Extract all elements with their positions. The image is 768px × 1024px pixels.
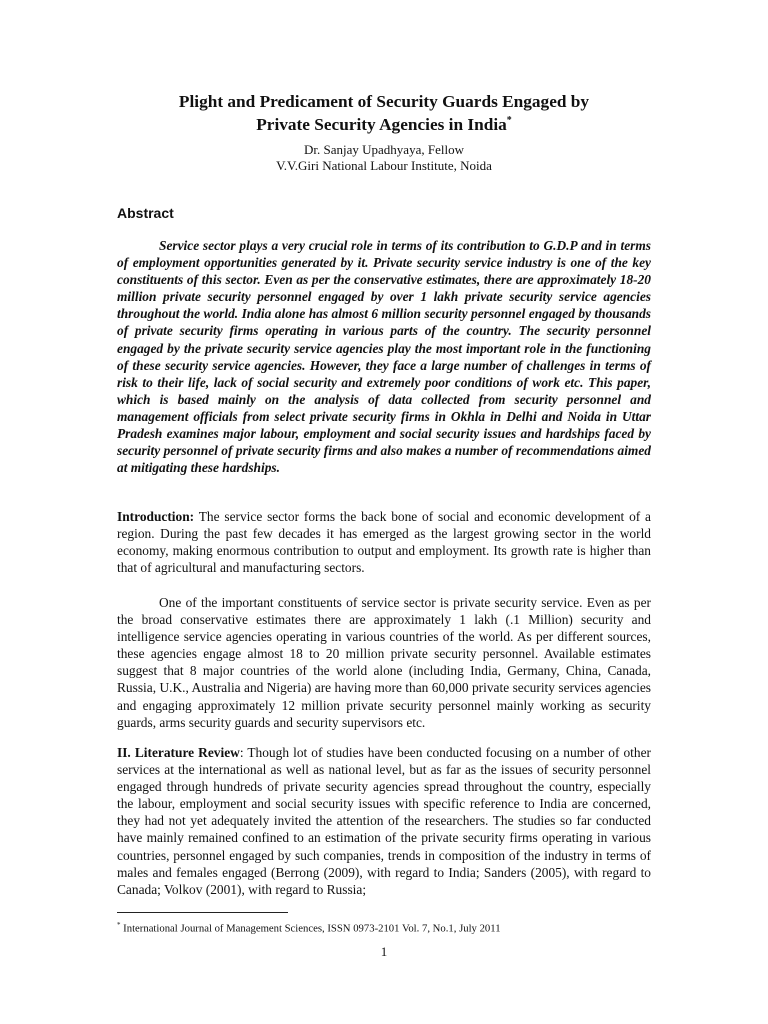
literature-review-text: : Though lot of studies have been conducted focusing on a number of other services at the international as well as national level, but as far as the issues of security personnel engaged through hundreds of private security agencies spread throughout the country, especially the labour, employment and social security issues with specific reference to India are concerned, they had not yet adequately invited the attention of the researchers. The studies so far conducted have mainly remained confined to an estimation of the private security firms operating in various countries, personnel engaged by such companies, trends in composition of the industry in terms of males and females engaged (Berrong (2009), with regard to India; Sanders (2005), with regard to Canada; Volkov (2001), with regard to Russia; [117,745,651,897]
abstract-body: Service sector plays a very crucial role in terms of its contribution to G.D.P and in terms of employment opportunities generated by it. Private security service industry is one of the key constituents of this sector. Even as per the conservative estimates, there are approximately 18-20 million private security personnel engaged by over 1 lakh private security service agencies throughout the world. India alone has almost 6 million security personnel engaged by thousands of private security firms operating in various parts of the country. The security personnel engaged by the private security service agencies play the most important role in the functioning of these security service agencies. However, they face a large number of challenges in terms of risk to their life, lack of social security and extremely poor conditions of work etc. This paper, which is based mainly on the analysis of data collected from security personnel and management officials from select private security firms in Okhla in Delhi and Noida in Uttar Pradesh examines major labour, employment and social security issues and hardships faced by security personnel of private security firms and also makes a number of recommendations aimed at mitigating these hardships. [117,238,651,476]
introduction-heading: Introduction: [117,509,195,524]
author-name: Dr. Sanjay Upadhyaya, Fellow [304,142,464,157]
introduction-text: The service sector forms the back bone of social and economic development of a region. During the past few decades it has emerged as the largest growing sector in the world economy, making enormous contribution to output and employment. Its growth rate is higher than that of agricultural and manufacturing sectors. [117,509,651,576]
paper-title [117,90,651,136]
title-line-2-text: Private Security Agencies in India [256,115,507,134]
introduction-paragraph [117,508,651,576]
author-block [117,142,651,174]
footnote-marker: * [117,921,121,929]
title-line-1: Plight and Predicament of Security Guards Engaged by [178,92,590,111]
footnote-text: International Journal of Management Sciences, ISSN 0973-2101 Vol. 7, No.1, July 2011 [120,922,501,935]
title-line-2 [117,113,651,136]
literature-review-paragraph [117,744,651,898]
footnote [117,919,651,936]
author-affiliation: V.V.Giri National Labour Institute, Noida [276,158,492,173]
page-number: 1 [380,944,388,959]
footnote-divider [117,912,288,913]
title-footnote-marker: * [506,115,512,127]
abstract-heading: Abstract [117,205,174,221]
literature-review-heading: II. Literature Review [117,745,240,760]
constituents-paragraph: One of the important constituents of service sector is private security service. Even as per the broad conservative estimates there are approximately 1 lakh (.1 Million) security and intelligence service agencies operating in various countries of the world. As per different sources, these agencies engage almost 18 to 20 million private security personnel. Available estimates suggest that 8 major countries of the world alone (including India, Germany, China, Canada, Russia, U.K., Australia and Nigeria) are having more than 60,000 private security services agencies and engaging approximately 12 million private security personnel mainly working as security guards, arms security guards and security supervisors etc. [117,595,651,730]
